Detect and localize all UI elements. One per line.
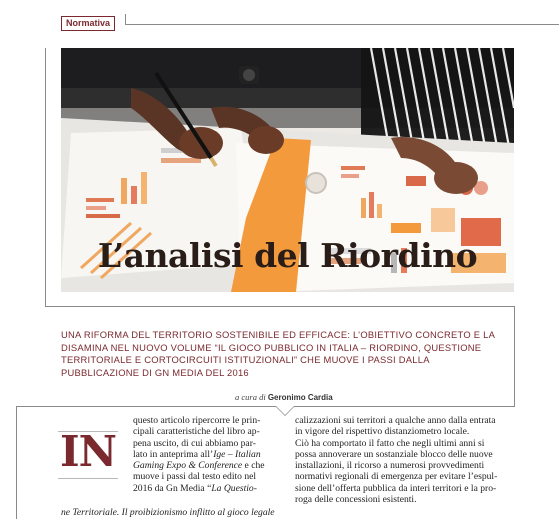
text-line: installazioni, il ricorso a numerosi provvedimenti xyxy=(295,460,485,472)
text-line: normativi regionali di emergenza per evitare l’espul- xyxy=(295,471,498,483)
text-line: sione dell’offerta pubblica da interi territori e la pro- xyxy=(295,482,497,494)
frame-bottom-rule xyxy=(45,306,514,307)
frame-lower-left-rule xyxy=(16,406,17,519)
text-line xyxy=(133,483,283,494)
frame-left-rule xyxy=(45,48,46,306)
article-title: L’analisi del Riordino xyxy=(97,236,478,275)
header-rule xyxy=(125,24,559,25)
text-line: muove i passi dal testo edito nel xyxy=(133,471,257,483)
byline-prefix: a cura di xyxy=(235,392,266,402)
article-column-1 xyxy=(133,415,283,494)
section-tag[interactable]: Normativa xyxy=(61,16,115,31)
byline xyxy=(235,392,333,402)
dropcap: IN xyxy=(59,427,117,476)
dropcap-rule-bottom xyxy=(58,478,118,479)
text-fragment: 2016 da Gn Media “ xyxy=(133,482,212,494)
text-line: cipali caratteristiche del libro ap- xyxy=(133,426,260,438)
event-name-cont: Gaming Expo & Conference xyxy=(133,460,243,472)
text-line xyxy=(133,449,283,460)
frame-lower-rule xyxy=(16,406,515,407)
article-column-2 xyxy=(295,415,515,505)
book-title: La Questio- xyxy=(211,482,257,494)
text-line: ne Territoriale. Il proibizionismo inflitto al gioco legale xyxy=(61,507,275,518)
frame-notch-inner xyxy=(276,406,294,415)
text-line: calizzazioni sui territori a qualche anno dalla entrata xyxy=(295,415,496,426)
event-name: Ige – Italian xyxy=(213,448,261,460)
frame-right-rule xyxy=(514,306,515,406)
text-line: Ciò ha comportato il fatto che negli ultimi anni si xyxy=(295,437,485,449)
text-line: possa annoverare un sostanziale blocco delle nuove xyxy=(295,448,493,460)
text-line: roga delle concessioni esistenti. xyxy=(295,494,417,506)
byline-author: Geronimo Cardia xyxy=(267,393,333,402)
text-line: in vigore del rispettivo distanziometro locale. xyxy=(295,426,470,438)
text-fragment: e che xyxy=(242,460,265,472)
hero-photo xyxy=(61,48,514,292)
text-line xyxy=(133,460,283,471)
article-column-1-continued xyxy=(61,507,283,518)
article-subtitle: UNA RIFORMA DEL TERRITORIO SOSTENIBILE ED EFFICACE: L’OBIETTIVO CONCRETO E LA DISAMINA NEL NUOVO VOLUME “IL GIOCO PUBBLICO IN ITALIA – RIORDINO, QUESTIONE TERRITORIALE E CORTOCIRCUITI ISTITUZIONALI” CHE MUOVE I PASSI DALLA PUBBLICAZIONE DI GN MEDIA DEL 2016 xyxy=(61,329,495,378)
text-fragment: lato in anteprima all’ xyxy=(133,448,214,460)
text-line: pena uscito, di cui abbiamo par- xyxy=(133,437,256,449)
text-line: questo articolo ripercorre le prin- xyxy=(133,415,261,426)
